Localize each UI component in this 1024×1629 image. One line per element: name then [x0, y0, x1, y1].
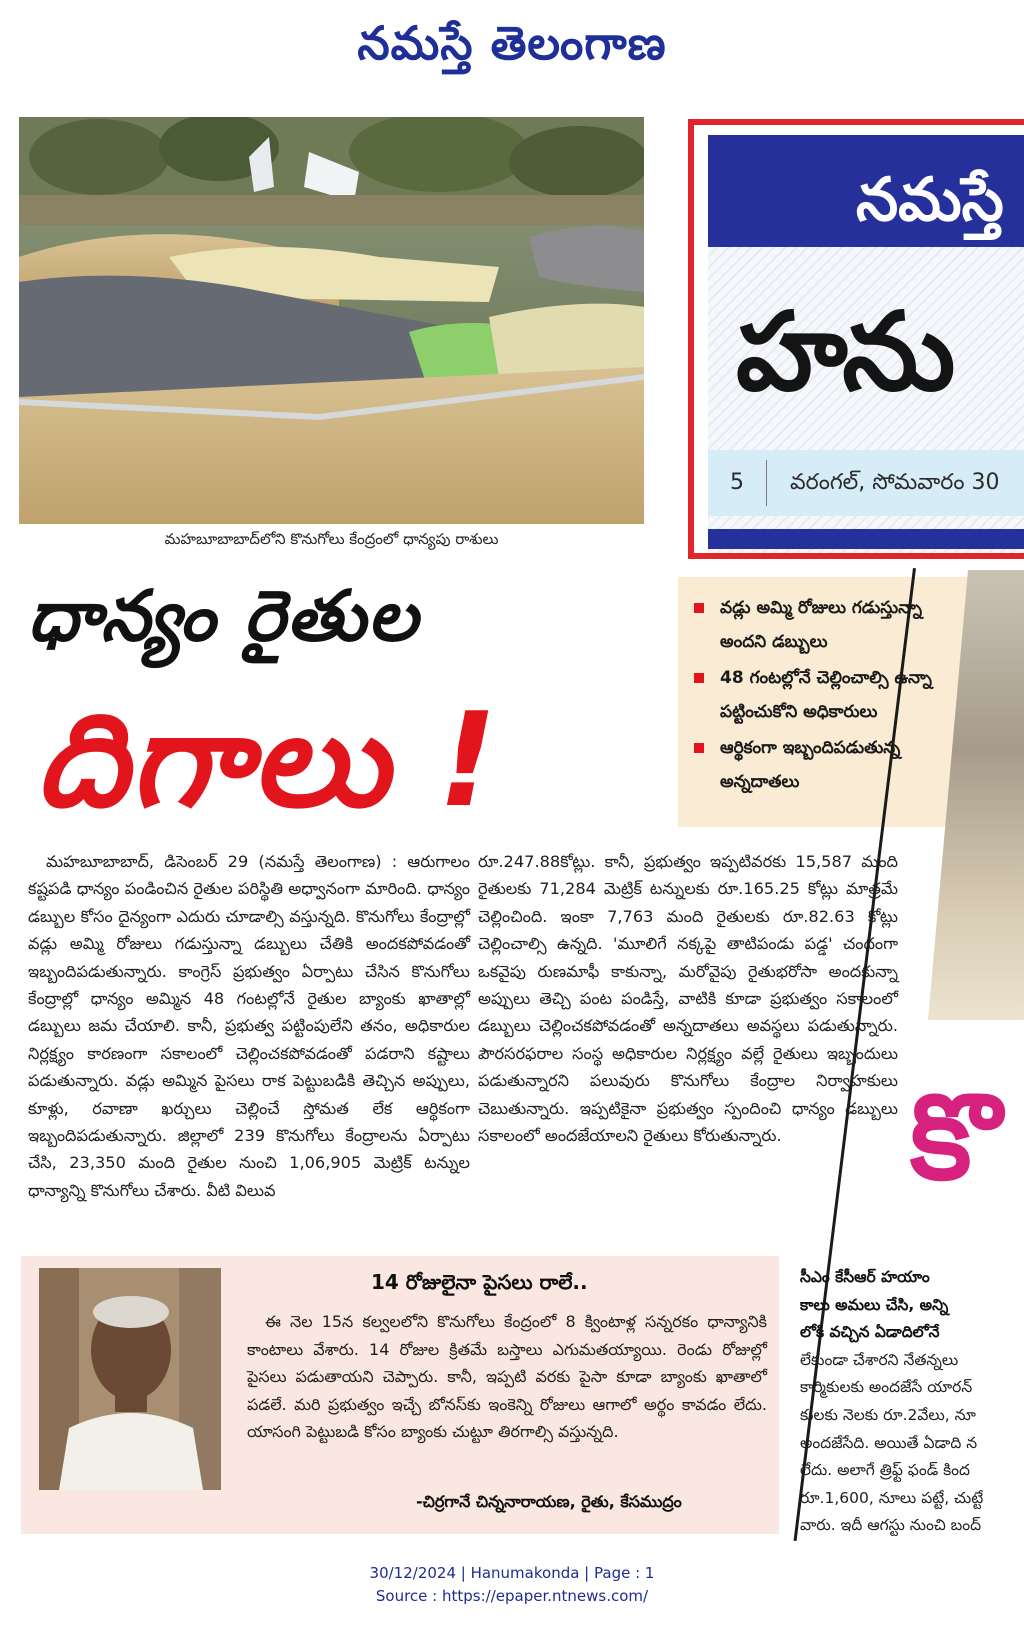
footer-source-link[interactable]: Source : https://epaper.ntnews.com/: [375, 1587, 649, 1605]
adjacent-body-line: వారు. ఇదీ ఆగస్టు నుంచి బంద్: [800, 1516, 982, 1535]
divider: [766, 460, 767, 506]
page-footer: [0, 1562, 1024, 1608]
edition-box: [688, 119, 1024, 559]
adjacent-body-line: కార్మికులకు అందజేసే యారన్: [800, 1378, 973, 1397]
quote-title: 14 రోజులైనా పైసలు రాలే..: [371, 1270, 588, 1294]
highlight-text: 48 గంటల్లోనే చెల్లించాల్సి ఉన్నా పట్టించుకోని అధికారులు: [720, 668, 932, 722]
adjacent-body-line: లేదు. అలాగే త్రిఫ్ట్ ఫండ్ కింద: [800, 1461, 970, 1480]
masthead-title: నమస్తే తెలంగాణ: [357, 16, 667, 70]
edition-bottom-bar: [708, 529, 1024, 549]
footer-date-line: 30/12/2024 | Hanumakonda | Page : 1: [369, 1564, 655, 1582]
adjacent-body-line: రూ.1,600, నూలు పట్టే, చుట్టే: [800, 1488, 984, 1507]
bullet-icon: [694, 673, 704, 683]
adjacent-lead-line: లోకి వచ్చిన ఏడాదిలోనే: [800, 1323, 940, 1342]
edition-info-bar: [708, 450, 1024, 516]
edition-paper-name: నమస్తే: [856, 165, 1004, 235]
article-column-2: రూ.247.88కోట్లు. కానీ, ప్రభుత్వం ఇప్పటివరకు 15,587 మంది రైతులకు 71,284 మెట్రిక్ టన్నులకు రూ.165.25 కోట్లు మాత్రమే చెల్లించింది. ఇంకా 7,763 మంది రైతులకు రూ.82.63 కోట్లు చెల్లించాల్సి ఉన్నది. 'మూలిగే నక్కపై తాటిపండు పడ్డ' చందంగా ఒకవైపు రుణమాఫీ కాకున్నా, మరోవైపు రైతుభరోసా అందకున్నా అప్పులు తెచ్చి పంట పండిస్తే, వాటికి కూడా ప్రభుత్వం సకాలంలో డబ్బులు చెల్లించకపోవడంతో అన్నదాతలు అవస్థలు పడుతున్నారు. పౌరసరఫరాల సంస్థ అధికారుల నిర్లక్ష్యం వల్లే రైతులు ఇబ్బందులు పడుతున్నారని పలువురు కొనుగోలు కేంద్రాల నిర్వాహకులు చెబుతున్నారు. ఇప్పటికైనా ప్రభుత్వం స్పందించి ధాన్యం డబ్బులు సకాలంలో అందజేయాలని రైతులు కోరుతున్నారు.: [478, 852, 898, 1146]
edition-banner: [708, 135, 1024, 247]
edition-date: వరంగల్, సోమవారం 30: [790, 470, 1000, 495]
highlight-text: ఆర్థికంగా ఇబ్బందిపడుతున్న అన్నదాతలు: [720, 738, 901, 792]
adjacent-body-line: లేకుండా చేశారని నేతన్నలు: [800, 1350, 959, 1369]
edition-city: హను: [736, 290, 954, 415]
article-column-1: మహబూబాబాద్, డిసెంబర్ 29 (నమస్తే తెలంగాణ) : ఆరుగాలం కష్టపడి ధాన్యం పండించిన రైతుల పరిస్థితి అధ్వానంగా మారింది. ధాన్యం డబ్బుల కోసం దైన్యంగా ఎదురు చూడాల్సి వస్తున్నది. కొనుగోలు కేంద్రాల్లో వడ్లు అమ్మి రోజులు గడుస్తున్నా డబ్బులు చేతికి అందకపోవడంతో ఇబ్బందిపడుతున్నారు. కాంగ్రెస్ ప్రభుత్వం ఏర్పాటు చేసిన కొనుగోలు కేంద్రాల్లో ధాన్యం అమ్మిన 48 గంటల్లోనే రైతుల బ్యాంకు ఖాతాల్లో డబ్బులు జమ చేయాలి. కానీ, ప్రభుత్వ పట్టింపులేని తనం, అధికారుల నిర్లక్ష్యం కారణంగా సకాలంలో చెల్లించకపోవడంతో పడరాని కష్టాలు పడుతున్నారు. వడ్లు అమ్మిన పైసలు రాక పెట్టుబడికి తెచ్చిన అప్పులు, కూళ్లు, రవాణా ఖర్చులు చెల్లించే స్తోమత లేక ఆర్థికంగా ఇబ్బందిపడుతున్నారు. జిల్లాలో 239 కొనుగోలు కేంద్రాలను ఏర్పాటు చేసి, 23,350 మంది రైతుల నుంచి 1,06,905 మెట్రిక్ టన్నుల ధాన్యాన్ని కొనుగోలు చేశారు. వీటి విలువ: [28, 852, 470, 1200]
adjacent-body-line: కులకు నెలకు రూ.2వేలు, నూ: [800, 1405, 976, 1424]
photo-caption: మహబూబాబాద్‌లోని కొనుగోలు కేంద్రంలో ధాన్యపు రాశులు: [164, 530, 499, 548]
adjacent-body-line: అందజేసేది. అయితే ఏడాది న: [800, 1433, 978, 1452]
adjacent-article-title: కొ: [910, 1068, 998, 1206]
quote-body: ఈ నెల 15న కల్వలలోని కొనుగోలు కేంద్రంలో 8 క్వింటాళ్ల సన్నరకం ధాన్యానికి కాంటాలు వేశారు. 14 రోజుల క్రితమే బస్తాలు ఎగుమతయ్యాయి. రెండు రోజుల్లో పైసలు పడుతాయని చెప్పారు. కానీ, ఇప్పటి వరకు పైసా కూడా బ్యాంకు ఖాతాలో పడలే. మరి ప్రభుత్వం ఇచ్చే బోనస్‌కు ఇంకెన్ని రోజులు ఆగాలో అర్థం కావడం లేదు. యాసంగి పెట్టుబడి కోసం బ్యాంకు చుట్టూ తిరగాల్సి వస్తున్నది.: [247, 1312, 767, 1442]
lead-photo: [19, 117, 644, 524]
headline-line-2: దిగాలు !: [36, 684, 500, 836]
farmer-photo: [39, 1268, 221, 1490]
adjacent-article-photo: [928, 570, 1024, 1020]
headline-line-1: ధాన్యం రైతుల: [28, 575, 420, 657]
adjacent-lead-line: సీఎం కేసీఆర్ హయాం: [800, 1268, 930, 1286]
farmer-quote-box: [21, 1256, 779, 1534]
highlight-text: వడ్లు అమ్మి రోజులు గడుస్తున్నా అందని డబ్బులు: [720, 598, 923, 652]
adjacent-photo-fill: [928, 570, 1024, 1020]
page-number: 5: [730, 470, 744, 495]
bullet-icon: [694, 603, 704, 613]
adjacent-lead-line: కాలు అమలు చేసి, అన్ని: [800, 1295, 949, 1314]
bullet-icon: [694, 743, 704, 753]
quote-attribution: -చిర్రగానే చిన్ననారాయణ, రైతు, కేసముద్రం: [416, 1492, 682, 1511]
adjacent-article-text: [800, 1264, 1024, 1540]
